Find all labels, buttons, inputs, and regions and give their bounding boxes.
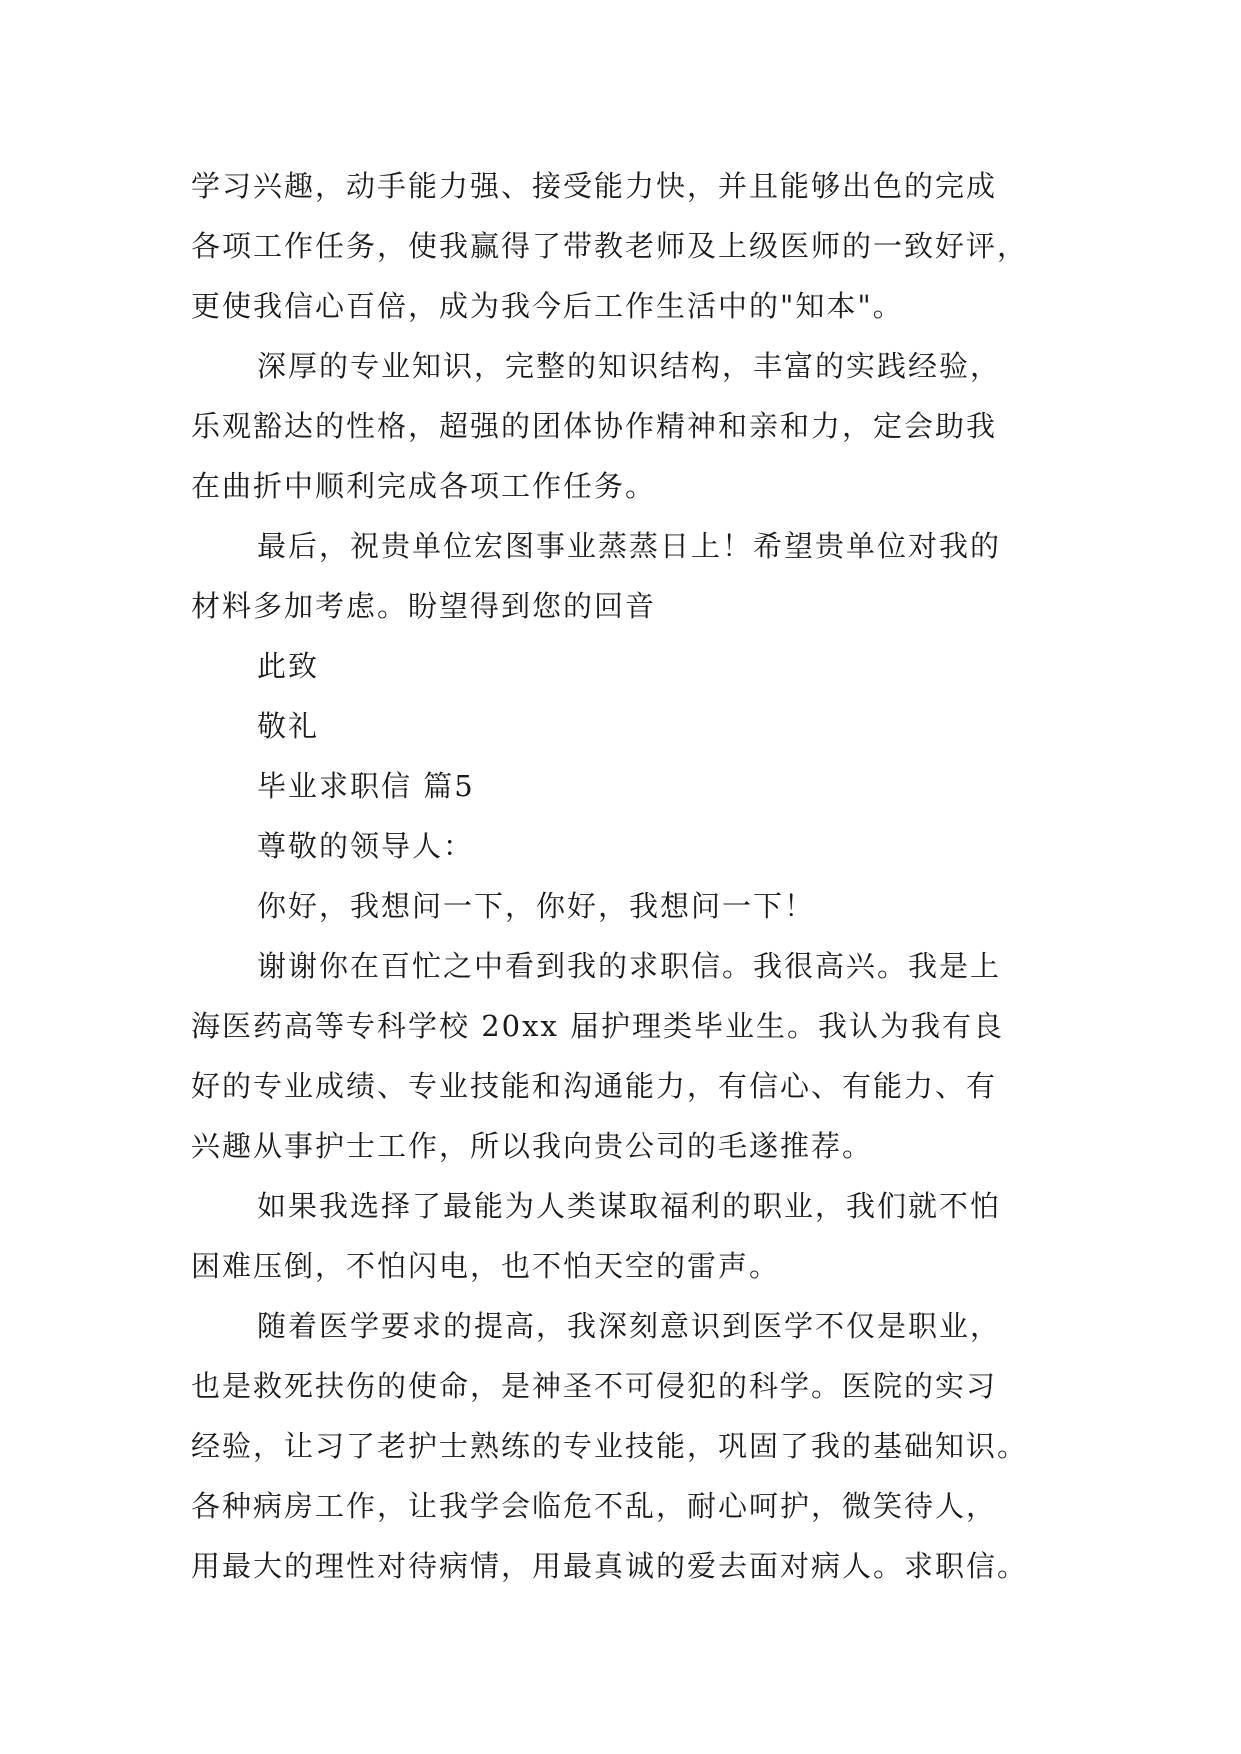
paragraph-line: 材料多加考虑。盼望得到您的回音 [191, 589, 657, 623]
paragraph-line: 各种病房工作，让我学会临危不乱，耐心呵护，微笑待人， [191, 1489, 998, 1523]
closing-regards: 敬礼 [257, 709, 320, 743]
paragraph-line: 也是救死扶伤的使命，是神圣不可侵犯的科学。医院的实习 [191, 1369, 998, 1403]
paragraph-line: 如果我选择了最能为人类谋取福利的职业，我们就不怕 [257, 1189, 1002, 1223]
paragraph-line: 随着医学要求的提高，我深刻意识到医学不仅是职业， [257, 1309, 1002, 1343]
greeting: 尊敬的领导人： [257, 829, 475, 863]
paragraph-line: 更使我信心百倍，成为我今后工作生活中的"知本"。 [191, 289, 904, 323]
paragraph-line: 用最大的理性对待病情，用最真诚的爱去面对病人。求职信。 [191, 1549, 1029, 1583]
paragraph-line: 谢谢你在百忙之中看到我的求职信。我很高兴。我是上 [257, 949, 1002, 983]
paragraph-line: 最后，祝贵单位宏图事业蒸蒸日上！希望贵单位对我的 [257, 529, 1002, 563]
paragraph-line: 乐观豁达的性格，超强的团体协作精神和亲和力，定会助我 [191, 409, 998, 443]
paragraph-line: 困难压倒，不怕闪电，也不怕天空的雷声。 [191, 1249, 781, 1283]
paragraph-line: 好的专业成绩、专业技能和沟通能力，有信心、有能力、有 [191, 1069, 998, 1103]
paragraph-line: 兴趣从事护士工作，所以我向贵公司的毛遂推荐。 [191, 1129, 874, 1163]
paragraph-line: 在曲折中顺利完成各项工作任务。 [191, 469, 657, 503]
paragraph-line: 海医药高等专科学校 20xx 届护理类毕业生。我认为我有良 [191, 1009, 1005, 1043]
letter-body [191, 156, 1091, 1596]
section-heading: 毕业求职信 篇5 [257, 769, 475, 803]
closing-salutation: 此致 [257, 649, 320, 683]
paragraph-line: 学习兴趣，动手能力强、接受能力快，并且能够出色的完成 [191, 169, 998, 203]
paragraph-line: 各项工作任务，使我赢得了带教老师及上级医师的一致好评， [191, 229, 1029, 263]
paragraph-line: 深厚的专业知识，完整的知识结构，丰富的实践经验， [257, 349, 1002, 383]
paragraph-line: 经验，让习了老护士熟练的专业技能，巩固了我的基础知识。 [191, 1429, 1029, 1463]
paragraph-line: 你好，我想问一下，你好，我想问一下！ [257, 889, 816, 923]
